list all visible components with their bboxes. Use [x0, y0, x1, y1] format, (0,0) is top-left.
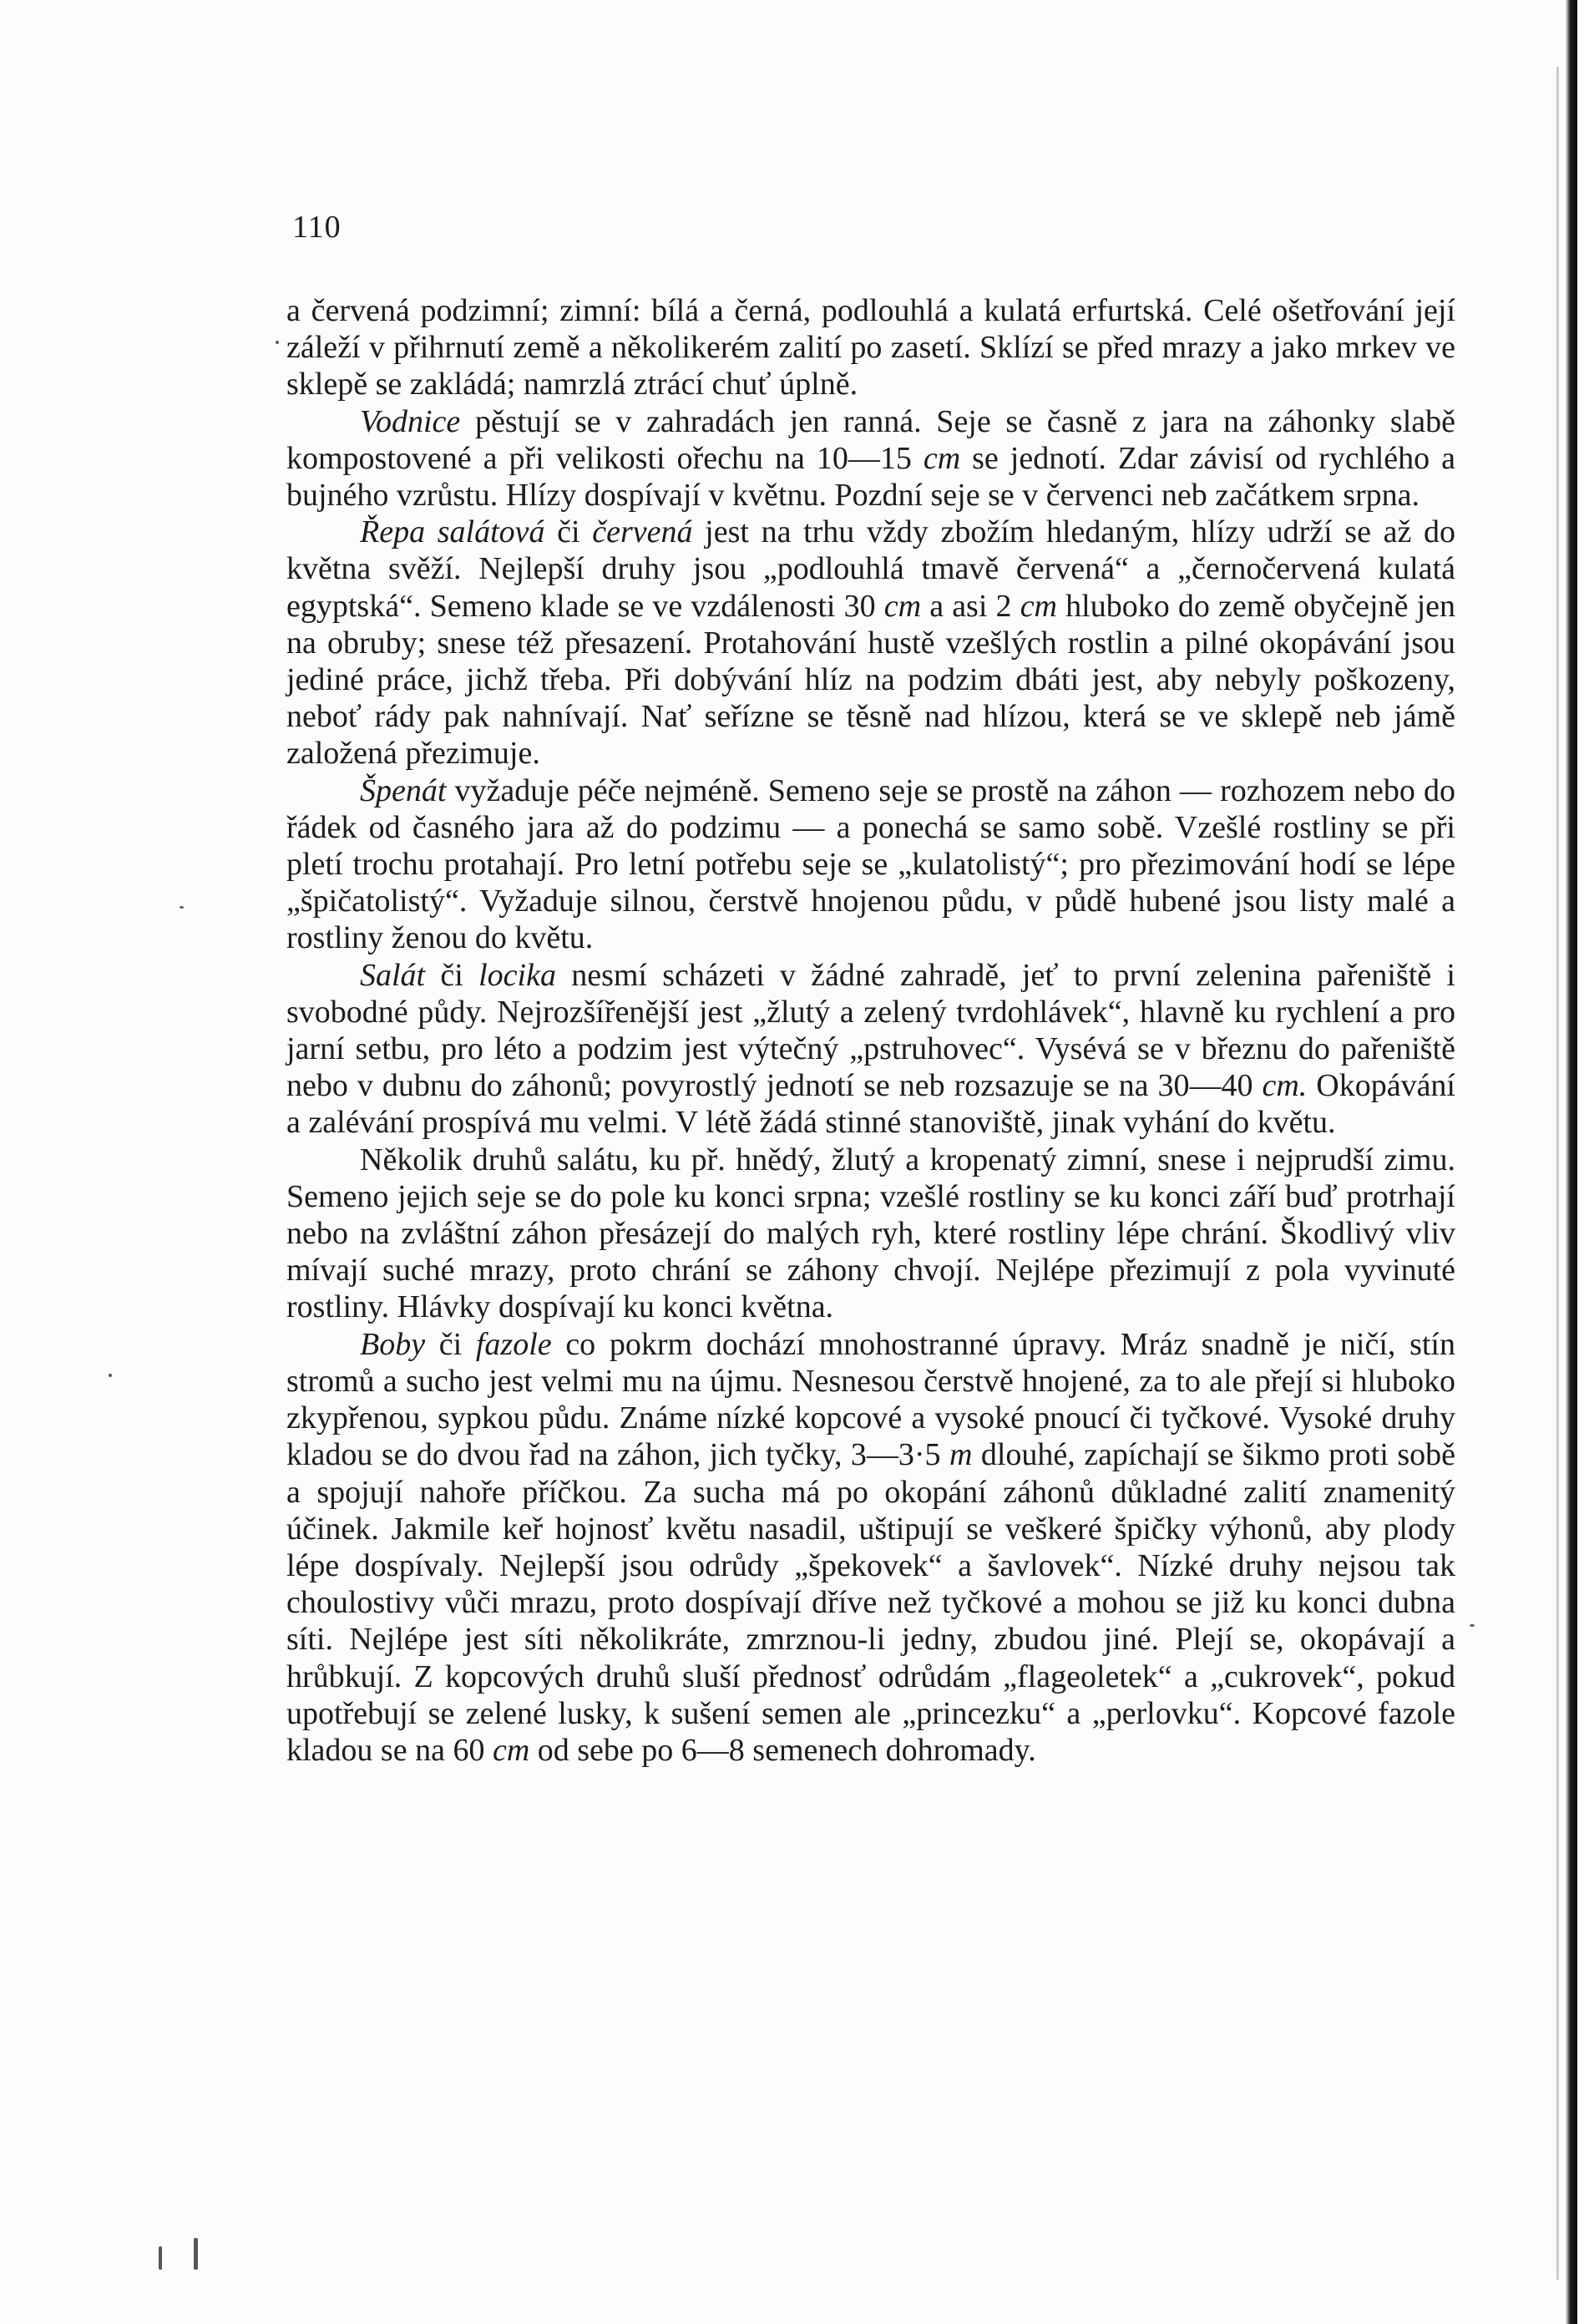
paragraph-spenat [286, 772, 1455, 957]
paragraph-salat [286, 957, 1455, 1142]
italic-term: Vodnice [360, 403, 461, 439]
paragraph-boby [286, 1326, 1455, 1769]
text-run: dlouhé, zapíchají se šikmo proti sobě a spojují nahoře příčkou. Za sucha má po okopání záhonů důkladné zalití znamenitý účinek. Jakmile keř hojnosť květu nasadil, uštipují se veškeré špičky výhonů, aby plody lépe dospívaly. Nejlepší jsou odrůdy „špekovek“ a šavlovek“. Nízké druhy nejsou tak choulostivy vůči mrazu, proto dospívají dříve než tyčkové a mohou se již ku konci dubna síti. Nejlépe jest síti několikráte, zmrznou-li jedny, zbudou jiné. Plejí se, okopávají a hrůbkují. Z kopcových druhů sluší přednosť odrůdám „flageoletek“ a „cukrovek“, pokud upotřebují se zelené lusky, k sušení semen ale „princezku“ a „perlovku“. Kopcové fazole kladou se na 60 [286, 1437, 1455, 1768]
italic-term: cm [492, 1732, 530, 1768]
italic-term: cm [1020, 588, 1057, 624]
text-run: či [425, 957, 479, 993]
text-run: či [425, 1326, 476, 1362]
text-run: či [544, 514, 593, 550]
italic-term: Boby [360, 1326, 426, 1362]
italic-term: m [949, 1437, 973, 1473]
paragraph-repa [286, 514, 1455, 772]
text-run: se jednotí. Zdar závisí od rychlého a bujného vzrůstu. Hlízy dospívají v květnu. Pozdní seje se v červenci neb začátkem srpna. [286, 440, 1455, 514]
text-run: nesmí scházeti v žádné zahradě, jeť to první zelenina pařeniště i svobodné půdy. Nejrozšířenější jest „žlutý a zelený tvrdohlávek“, hlavně ku rychlení a pro jarní setbu, pro léto a podzim jest výtečný „pstruhovec“. Vysévá se v březnu do pařeniště nebo v dubnu do záhonů; povyrostlý jednotí se neb rozsazuje se na 30—40 [286, 957, 1455, 1104]
text-run: co pokrm dochází mnohostranné úpravy. Mráz snadně je ničí, stín stromů a sucho jest velmi mu na újmu. Nesnesou čerstvě hnojené, za to ale přejí si hluboko zkypřenou, sypkou půdu. Známe nízké kopcové a vysoké pnoucí či tyčkové. Vysoké druhy kladou se do dvou řad na záhon, jich tyčky, 3—3·5 [286, 1326, 1455, 1473]
scan-speck [180, 906, 184, 909]
italic-term: fazole [475, 1326, 552, 1362]
page-edge-shadow [1566, 0, 1577, 2324]
italic-term: Salát [360, 957, 426, 993]
scan-speck [159, 2246, 162, 2270]
text-run: od sebe po 6—8 semenech dohromady. [529, 1732, 1036, 1768]
text-run: a asi 2 [921, 588, 1020, 624]
body-text [286, 292, 1455, 1769]
italic-term: cm. [1262, 1068, 1308, 1104]
italic-term: locika [478, 957, 556, 993]
paragraph-erfurt [286, 292, 1455, 403]
scan-speck [109, 1374, 112, 1377]
text-run: a červená podzimní; zimní: bílá a černá, podlouhlá a kulatá erfurtská. Celé ošetřování její záleží v přihrnutí země a několikerém zalití po zasetí. Sklízí se před mrazy a jako mrkev ve sklepě se zakládá; namrzlá ztrácí chuť úplně. [286, 293, 1455, 403]
page-number: 110 [292, 210, 342, 245]
paragraph-vodnice [286, 403, 1455, 514]
italic-term: červená [592, 514, 693, 550]
paragraph-zimni-salat [286, 1142, 1455, 1326]
text-run: hluboko do země obyčejně jen na obruby; snese též přesazení. Protahování hustě vzešlých rostlin a pilné okopávání jsou jediné práce, jichž třeba. Při dobývání hlíz na podzim dbáti jest, aby nebyly poškozeny, neboť rády pak nahnívají. Nať seřízne se těsně nad hlízou, která se ve sklepě neb jámě založená přezimuje. [286, 588, 1455, 772]
italic-term: Špenát [360, 772, 447, 808]
italic-term: cm [883, 588, 922, 624]
text-run: vyžaduje péče nejméně. Semeno seje se prostě na záhon — rozhozem nebo do řádek od časného jara až do podzimu — a ponechá se samo sobě. Vzešlé rostliny se při pletí trochu protahají. Pro letní potřebu seje se „kulatolistý“; pro přezimování hodí se lépe „špičatolistý“. Vyžaduje silnou, čerstvě hnojenou půdu, v půdě hubené jsou listy malé a rostliny ženou do květu. [286, 772, 1455, 956]
text-run: Několik druhů salátu, ku př. hnědý, žlutý a kropenatý zimní, snese i nejprudší zimu. Semeno jejich seje se do pole ku konci srpna; vzešlé rostliny se ku konci září buď protrhají nebo na zvláštní záhon přesázejí do malých ryh, které rostliny lépe chrání. Škodlivý vliv mívají suché mrazy, proto chrání se záhony chvojí. Nejlépe přezimují z pola vyvinuté rostliny. Hlávky dospívají ku konci května. [286, 1142, 1455, 1325]
page-edge-line [1556, 67, 1559, 2280]
text-run: pěstují se v zahradách jen ranná. Seje se časně z jara na záhonky slabě kompostovené a při velikosti ořechu na 10—15 [286, 403, 1455, 476]
italic-term: cm [923, 440, 961, 476]
scan-speck [276, 341, 279, 344]
text-run: jest na trhu vždy zbožím hledaným, hlízy udrží se až do května svěží. Nejlepší druhy jsou „podlouhlá tmavě červená“ a „černočervená kulatá egyptská“. Semeno klade se ve vzdálenosti 30 [286, 514, 1455, 624]
scan-speck [1470, 1624, 1475, 1627]
scan-speck [194, 2238, 198, 2270]
italic-term: Řepa salátová [360, 514, 545, 550]
text-run: Okopávání a zalévání prospívá mu velmi. V létě žádá stinné stanoviště, jinak vyhání do květu. [286, 1068, 1455, 1141]
